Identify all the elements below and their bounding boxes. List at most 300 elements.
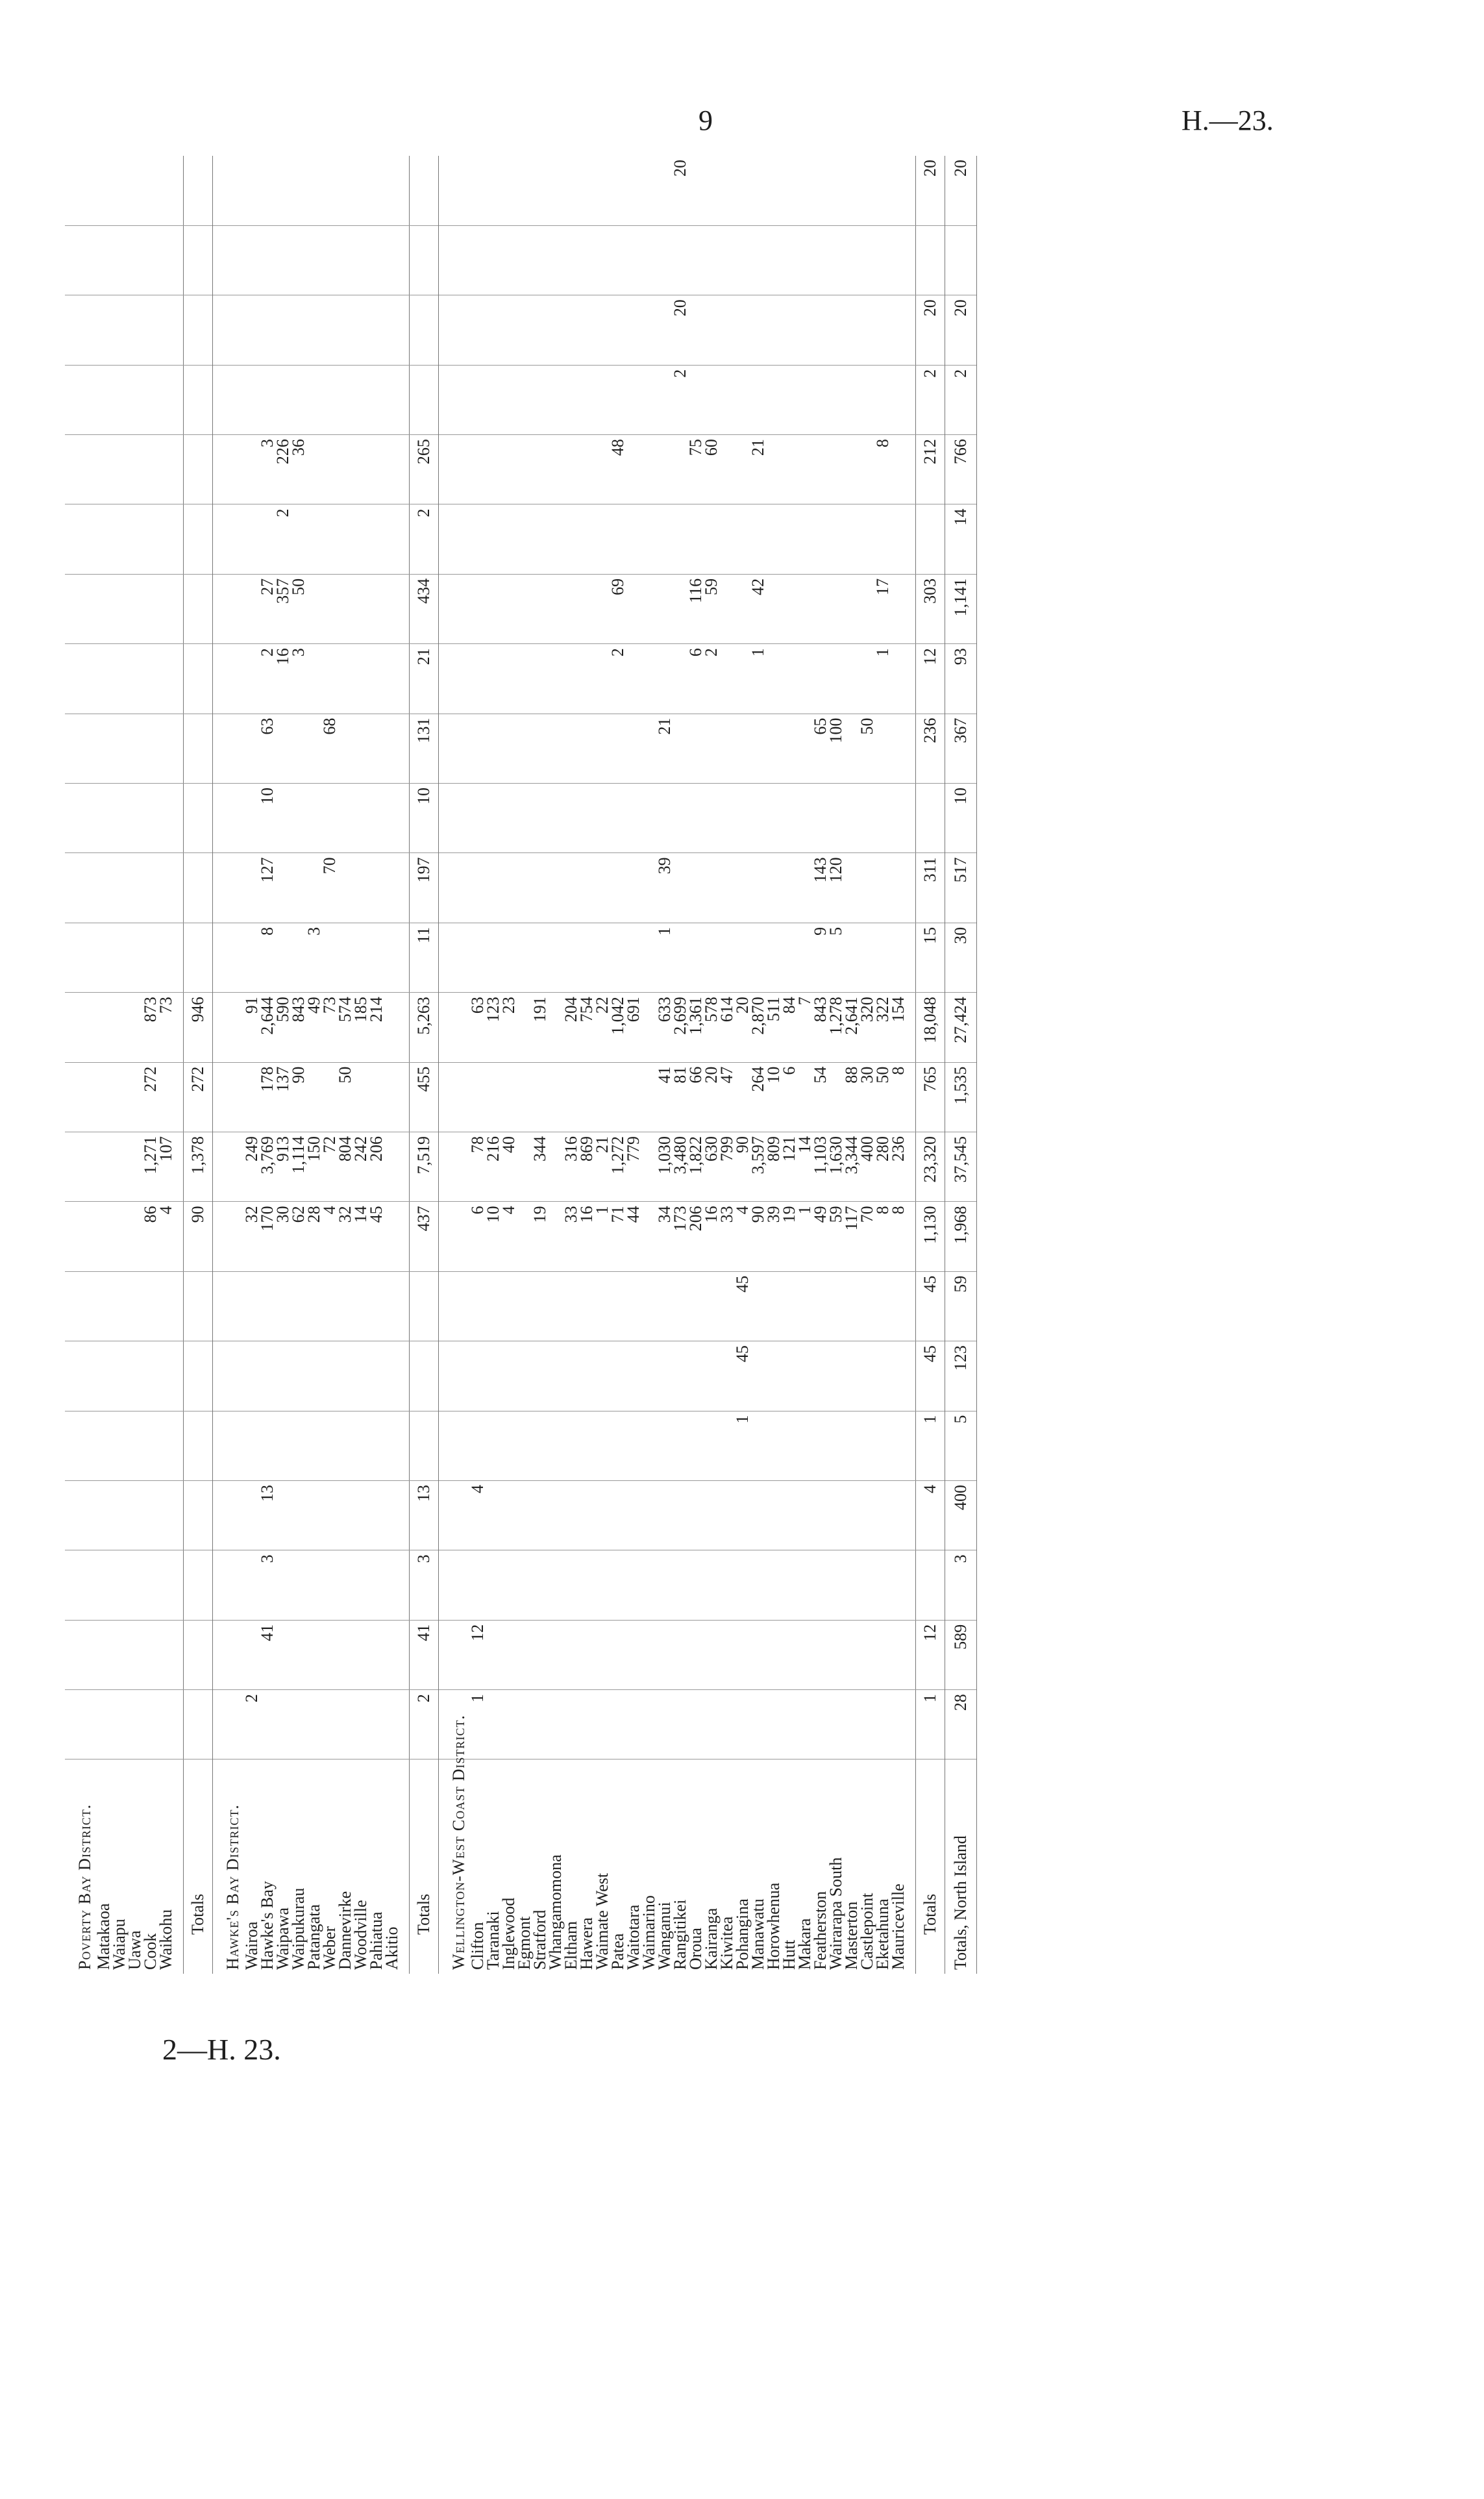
table-cell bbox=[353, 1062, 369, 1132]
table-cell: 236 bbox=[916, 714, 945, 783]
table-cell bbox=[719, 1550, 735, 1620]
table-cell bbox=[782, 1550, 797, 1620]
table-cell bbox=[626, 574, 641, 643]
table-cell bbox=[532, 1271, 548, 1341]
table-cell: 1,272 bbox=[610, 1132, 626, 1201]
table-cell bbox=[891, 435, 906, 504]
table-cell bbox=[112, 1411, 127, 1480]
page-number: 9 bbox=[699, 105, 713, 136]
table-cell bbox=[369, 365, 384, 434]
table-cell bbox=[275, 853, 291, 923]
table-cell: 869 bbox=[579, 1132, 595, 1201]
table-cell bbox=[704, 504, 719, 574]
table-cell bbox=[875, 225, 891, 295]
table-cell bbox=[353, 1690, 369, 1759]
table-cell bbox=[859, 156, 875, 225]
table-cell bbox=[859, 1690, 875, 1759]
table-cell bbox=[766, 1341, 782, 1411]
table-row bbox=[891, 156, 906, 1974]
table-cell bbox=[260, 295, 275, 365]
table-row bbox=[158, 156, 174, 1974]
table-cell bbox=[65, 156, 96, 225]
table-cell bbox=[127, 504, 143, 574]
table-cell bbox=[797, 295, 813, 365]
table-cell bbox=[306, 1411, 322, 1480]
row-label: Manawatu bbox=[748, 1898, 767, 1970]
table-cell bbox=[735, 714, 750, 783]
table-cell bbox=[641, 644, 657, 714]
table-cell bbox=[400, 644, 410, 714]
table-cell: 197 bbox=[410, 853, 439, 923]
table-cell bbox=[828, 225, 844, 295]
table-cell bbox=[501, 644, 517, 714]
table-cell bbox=[275, 156, 291, 225]
table-cell bbox=[891, 853, 906, 923]
table-cell bbox=[610, 1411, 626, 1480]
table-cell bbox=[595, 295, 610, 365]
row-label: Clifton bbox=[468, 1922, 487, 1970]
table-cell: 2 bbox=[673, 365, 688, 434]
table-cell bbox=[400, 1690, 410, 1759]
table-cell bbox=[127, 644, 143, 714]
table-cell bbox=[595, 1690, 610, 1759]
table-cell bbox=[704, 156, 719, 225]
table-cell: 212 bbox=[916, 435, 945, 504]
table-cell bbox=[891, 644, 906, 714]
table-cell: 3 bbox=[306, 923, 322, 992]
table-cell bbox=[610, 853, 626, 923]
table-cell bbox=[859, 1341, 875, 1411]
row-label: Pohangina bbox=[733, 1898, 752, 1970]
table-cell bbox=[322, 923, 338, 992]
table-cell bbox=[369, 923, 384, 992]
table-cell: 66 bbox=[688, 1062, 704, 1132]
table-cell bbox=[306, 504, 322, 574]
table-cell: 216 bbox=[486, 1132, 501, 1201]
table-cell: 1,114 bbox=[291, 1132, 306, 1201]
table-cell bbox=[750, 1341, 766, 1411]
table-cell bbox=[96, 644, 112, 714]
table-cell bbox=[891, 295, 906, 365]
total-row bbox=[916, 156, 945, 1974]
table-cell bbox=[213, 644, 245, 714]
table-cell bbox=[410, 225, 439, 295]
table-cell bbox=[400, 1271, 410, 1341]
table-cell bbox=[486, 714, 501, 783]
table-cell bbox=[400, 993, 410, 1062]
row-label: Kairanga bbox=[702, 1908, 721, 1970]
table-cell bbox=[127, 295, 143, 365]
table-cell bbox=[517, 504, 532, 574]
table-cell bbox=[735, 156, 750, 225]
table-cell bbox=[410, 1341, 439, 1411]
table-cell bbox=[610, 1341, 626, 1411]
table-cell bbox=[174, 1550, 184, 1620]
table-cell bbox=[384, 644, 400, 714]
table-cell: 1,141 bbox=[945, 574, 977, 643]
table-cell bbox=[501, 295, 517, 365]
row-label: Hawera bbox=[577, 1917, 596, 1970]
table-row bbox=[579, 156, 595, 1974]
table-cell bbox=[517, 225, 532, 295]
table-cell bbox=[548, 1480, 563, 1550]
table-cell bbox=[439, 504, 471, 574]
table-cell bbox=[548, 1341, 563, 1411]
table-cell bbox=[158, 1480, 174, 1550]
table-cell bbox=[859, 365, 875, 434]
table-cell: 316 bbox=[563, 1132, 579, 1201]
table-cell bbox=[353, 225, 369, 295]
table-row bbox=[532, 156, 548, 1974]
table-cell: 8 bbox=[891, 1062, 906, 1132]
table-cell bbox=[353, 1341, 369, 1411]
table-cell: 34 bbox=[657, 1202, 673, 1271]
table-cell bbox=[353, 923, 369, 992]
table-cell bbox=[384, 1202, 400, 1271]
table-cell bbox=[501, 714, 517, 783]
table-cell bbox=[384, 784, 400, 853]
table-cell: 204 bbox=[563, 993, 579, 1062]
table-cell bbox=[828, 1690, 844, 1759]
table-cell bbox=[143, 574, 158, 643]
table-cell: 574 bbox=[338, 993, 353, 1062]
table-cell bbox=[96, 1271, 112, 1341]
table-cell bbox=[353, 714, 369, 783]
table-cell bbox=[735, 1620, 750, 1689]
table-cell bbox=[641, 1341, 657, 1411]
table-cell bbox=[306, 365, 322, 434]
table-cell bbox=[213, 1620, 245, 1689]
table-cell bbox=[579, 1690, 595, 1759]
table-row bbox=[688, 156, 704, 1974]
table-cell bbox=[501, 1550, 517, 1620]
table-cell bbox=[65, 1341, 96, 1411]
table-cell bbox=[501, 1271, 517, 1341]
table-cell bbox=[688, 714, 704, 783]
table-cell bbox=[96, 993, 112, 1062]
table-row bbox=[127, 156, 143, 1974]
table-cell bbox=[184, 225, 213, 295]
table-cell: 20 bbox=[916, 295, 945, 365]
table-cell bbox=[96, 1480, 112, 1550]
table-cell bbox=[174, 504, 184, 574]
table-cell bbox=[112, 714, 127, 783]
table-cell bbox=[673, 1480, 688, 1550]
table-cell: 15 bbox=[916, 923, 945, 992]
table-cell bbox=[828, 435, 844, 504]
table-cell: 12 bbox=[916, 1620, 945, 1689]
table-cell bbox=[517, 784, 532, 853]
table-cell bbox=[384, 1132, 400, 1201]
table-cell bbox=[688, 295, 704, 365]
table-cell bbox=[579, 1480, 595, 1550]
table-cell bbox=[501, 853, 517, 923]
table-cell bbox=[782, 504, 797, 574]
row-label: Masterton bbox=[842, 1901, 861, 1970]
table-cell bbox=[626, 1411, 641, 1480]
table-cell bbox=[548, 1062, 563, 1132]
table-cell bbox=[143, 1341, 158, 1411]
table-cell bbox=[891, 714, 906, 783]
table-cell bbox=[782, 156, 797, 225]
table-cell bbox=[158, 295, 174, 365]
table-cell bbox=[213, 1202, 245, 1271]
table-cell bbox=[96, 574, 112, 643]
table-cell bbox=[626, 365, 641, 434]
table-cell bbox=[532, 365, 548, 434]
table-cell bbox=[96, 1062, 112, 1132]
table-cell bbox=[486, 644, 501, 714]
table-cell: 131 bbox=[410, 714, 439, 783]
row-label: Mauriceville bbox=[889, 1884, 908, 1970]
table-cell bbox=[291, 1271, 306, 1341]
table-cell bbox=[563, 225, 579, 295]
table-cell: 236 bbox=[891, 1132, 906, 1201]
row-label: Dannevirke bbox=[336, 1891, 354, 1970]
table-cell: 90 bbox=[291, 1062, 306, 1132]
table-cell bbox=[797, 1411, 813, 1480]
table-cell bbox=[906, 784, 916, 853]
total-row bbox=[410, 156, 439, 1974]
row-label: Makara bbox=[795, 1918, 814, 1970]
table-cell bbox=[143, 435, 158, 504]
table-cell bbox=[338, 1341, 353, 1411]
table-cell bbox=[595, 1411, 610, 1480]
table-cell bbox=[501, 1062, 517, 1132]
table-cell bbox=[579, 784, 595, 853]
table-cell bbox=[470, 225, 486, 295]
total-row bbox=[184, 156, 213, 1974]
table-cell bbox=[439, 1202, 471, 1271]
table-cell: 1 bbox=[657, 923, 673, 992]
table-cell bbox=[532, 435, 548, 504]
table-cell: 123 bbox=[486, 993, 501, 1062]
table-cell bbox=[158, 504, 174, 574]
table-cell bbox=[213, 853, 245, 923]
table-cell bbox=[641, 156, 657, 225]
table-cell bbox=[184, 784, 213, 853]
table-cell bbox=[158, 1550, 174, 1620]
table-cell bbox=[859, 784, 875, 853]
table-cell bbox=[626, 923, 641, 992]
table-cell bbox=[595, 504, 610, 574]
table-cell bbox=[916, 504, 945, 574]
table-cell bbox=[673, 853, 688, 923]
grand-row bbox=[945, 156, 977, 1974]
table-cell bbox=[306, 225, 322, 295]
table-cell bbox=[306, 1271, 322, 1341]
table-cell bbox=[828, 644, 844, 714]
table-cell bbox=[875, 853, 891, 923]
table-cell bbox=[338, 365, 353, 434]
table-cell bbox=[184, 1690, 213, 1759]
table-cell: 264 bbox=[750, 1062, 766, 1132]
table-cell bbox=[112, 435, 127, 504]
table-cell: 1,030 bbox=[657, 1132, 673, 1201]
table-cell bbox=[486, 1690, 501, 1759]
table-cell bbox=[735, 923, 750, 992]
table-cell: 3 bbox=[260, 435, 275, 504]
table-cell bbox=[338, 574, 353, 643]
table-cell bbox=[548, 714, 563, 783]
table-cell bbox=[673, 714, 688, 783]
table-row bbox=[275, 156, 291, 1974]
table-cell bbox=[916, 225, 945, 295]
table-cell bbox=[369, 1411, 384, 1480]
table-cell bbox=[384, 1550, 400, 1620]
table-cell bbox=[735, 295, 750, 365]
table-cell: 1,103 bbox=[813, 1132, 828, 1201]
table-cell bbox=[275, 225, 291, 295]
row-label: Weber bbox=[320, 1926, 339, 1970]
table-cell bbox=[501, 365, 517, 434]
table-cell bbox=[400, 295, 410, 365]
table-cell bbox=[470, 295, 486, 365]
row-label: Waimate West bbox=[593, 1872, 612, 1970]
table-cell: 41 bbox=[260, 1620, 275, 1689]
table-cell bbox=[766, 504, 782, 574]
table-cell bbox=[96, 1341, 112, 1411]
table-cell bbox=[439, 1341, 471, 1411]
table-cell bbox=[65, 853, 96, 923]
table-cell: 206 bbox=[369, 1132, 384, 1201]
table-cell bbox=[641, 784, 657, 853]
table-cell bbox=[244, 295, 260, 365]
table-cell bbox=[750, 1271, 766, 1341]
table-cell: 1,042 bbox=[610, 993, 626, 1062]
row-label: Hawke's Bay District. bbox=[223, 1804, 242, 1970]
table-cell bbox=[657, 1550, 673, 1620]
row-label: Horowhenua bbox=[764, 1882, 783, 1970]
table-cell bbox=[96, 156, 112, 225]
table-cell bbox=[338, 1411, 353, 1480]
table-cell: 21 bbox=[410, 644, 439, 714]
table-cell bbox=[828, 784, 844, 853]
table-row bbox=[673, 156, 688, 1974]
table-cell bbox=[213, 504, 245, 574]
table-cell: 754 bbox=[579, 993, 595, 1062]
table-cell bbox=[595, 156, 610, 225]
table-cell bbox=[688, 853, 704, 923]
table-cell bbox=[439, 225, 471, 295]
table-cell bbox=[291, 1480, 306, 1550]
row-label: Waiapu bbox=[110, 1919, 129, 1970]
table-cell bbox=[143, 504, 158, 574]
table-cell bbox=[306, 574, 322, 643]
table-cell bbox=[322, 574, 338, 643]
table-cell bbox=[595, 1271, 610, 1341]
table-cell bbox=[65, 1132, 96, 1201]
table-cell bbox=[782, 853, 797, 923]
table-cell bbox=[439, 435, 471, 504]
table-cell bbox=[766, 714, 782, 783]
table-cell bbox=[470, 365, 486, 434]
table-cell: 41 bbox=[410, 1620, 439, 1689]
table-cell bbox=[657, 1690, 673, 1759]
table-cell: 2,641 bbox=[844, 993, 859, 1062]
table-cell bbox=[813, 574, 828, 643]
row-label: Poverty Bay District. bbox=[75, 1804, 94, 1970]
table-row bbox=[813, 156, 828, 1974]
table-cell bbox=[626, 225, 641, 295]
row-label: Featherston bbox=[811, 1891, 830, 1970]
table-cell bbox=[213, 1271, 245, 1341]
table-cell: 14 bbox=[353, 1202, 369, 1271]
table-cell bbox=[704, 1620, 719, 1689]
table-cell bbox=[532, 295, 548, 365]
table-cell bbox=[65, 574, 96, 643]
table-cell bbox=[275, 1620, 291, 1689]
table-cell bbox=[517, 295, 532, 365]
table-cell bbox=[563, 435, 579, 504]
table-cell bbox=[813, 365, 828, 434]
table-cell bbox=[158, 784, 174, 853]
table-cell bbox=[626, 504, 641, 574]
table-cell: 12 bbox=[470, 1620, 486, 1689]
table-cell: 2 bbox=[610, 644, 626, 714]
table-cell bbox=[797, 1480, 813, 1550]
table-cell bbox=[184, 365, 213, 434]
table-cell bbox=[579, 295, 595, 365]
table-cell: 303 bbox=[916, 574, 945, 643]
table-cell bbox=[338, 225, 353, 295]
table-cell bbox=[112, 574, 127, 643]
table-row bbox=[384, 156, 400, 1974]
table-cell bbox=[626, 156, 641, 225]
table-cell: 22 bbox=[595, 993, 610, 1062]
table-cell bbox=[112, 853, 127, 923]
table-cell: 33 bbox=[563, 1202, 579, 1271]
table-cell bbox=[704, 853, 719, 923]
table-cell bbox=[828, 295, 844, 365]
table-cell bbox=[486, 1062, 501, 1132]
table-cell bbox=[906, 993, 916, 1062]
table-cell bbox=[657, 574, 673, 643]
table-cell: 20 bbox=[916, 156, 945, 225]
table-cell bbox=[127, 1620, 143, 1689]
table-cell bbox=[859, 225, 875, 295]
table-cell bbox=[610, 1620, 626, 1689]
table-cell bbox=[688, 1341, 704, 1411]
table-cell bbox=[719, 853, 735, 923]
table-cell: 2,870 bbox=[750, 993, 766, 1062]
table-cell bbox=[353, 1550, 369, 1620]
table-cell bbox=[127, 1690, 143, 1759]
table-cell bbox=[112, 1132, 127, 1201]
table-cell: 2,644 bbox=[260, 993, 275, 1062]
table-cell: 322 bbox=[875, 993, 891, 1062]
table-cell bbox=[400, 1202, 410, 1271]
table-cell bbox=[906, 365, 916, 434]
row-label: Stratford bbox=[530, 1909, 549, 1970]
table-cell bbox=[174, 1062, 184, 1132]
table-cell bbox=[891, 365, 906, 434]
table-cell bbox=[517, 1480, 532, 1550]
table-cell bbox=[906, 1690, 916, 1759]
table-cell bbox=[486, 1411, 501, 1480]
table-cell bbox=[174, 1690, 184, 1759]
table-cell bbox=[579, 644, 595, 714]
table-cell bbox=[735, 853, 750, 923]
table-cell bbox=[813, 1341, 828, 1411]
table-cell bbox=[275, 784, 291, 853]
table-cell bbox=[766, 923, 782, 992]
table-cell bbox=[719, 295, 735, 365]
table-cell bbox=[797, 435, 813, 504]
table-cell bbox=[916, 784, 945, 853]
row-label: Oroua bbox=[686, 1928, 705, 1970]
table-cell bbox=[470, 435, 486, 504]
